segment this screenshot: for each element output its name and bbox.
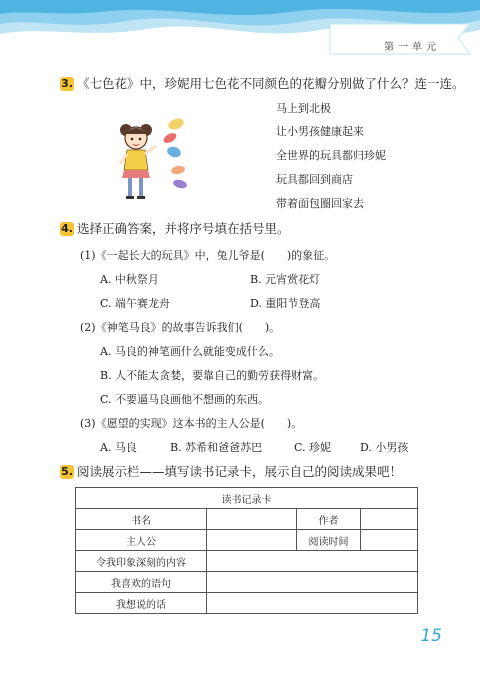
protagonist-field[interactable] [207, 530, 297, 551]
reading-time-label: 阅读时间 [297, 530, 361, 551]
question-3-text: 《七色花》中，珍妮用七色花不同颜色的花瓣分别做了什么？连一连。 [77, 76, 465, 91]
question-4-title [60, 219, 290, 237]
phrase-item: 玩具都回到商店 [276, 173, 353, 186]
option-item: A. 马良的神笔画什么就能变成什么。 [100, 345, 280, 358]
question-5-text: 阅读展示栏——填写读书记录卡，展示自己的阅读成果吧！ [77, 464, 403, 479]
question-5-title [60, 462, 402, 480]
phrase-item: 带着面包圈回家去 [276, 197, 364, 210]
book-name-field[interactable] [207, 509, 297, 530]
want-to-say-label: 我想说的话 [76, 593, 207, 614]
question-4-text: 选择正确答案，并将序号填在括号里。 [77, 221, 290, 236]
author-field[interactable] [361, 509, 418, 530]
question-3-number: 3. [61, 77, 73, 90]
girl-with-flower-illustration [112, 112, 202, 202]
option-item: B. 人不能太贪婪，要靠自己的勤劳获得财富。 [100, 369, 325, 382]
sub-question-1: (1)《一起长大的玩具》中，兔儿爷是( )的象征。 [80, 249, 336, 262]
phrase-item: 马上到北极 [276, 102, 331, 115]
want-to-say-field[interactable] [207, 593, 418, 614]
card-title: 读书记录卡 [76, 488, 418, 509]
protagonist-label: 主人公 [76, 530, 207, 551]
option-item: A. 中秋祭月 [100, 273, 159, 286]
page-number: 15 [420, 626, 442, 646]
book-name-label: 书名 [76, 509, 207, 530]
question-4-number: 4. [61, 222, 73, 235]
phrase-item: 全世界的玩具都归珍妮 [276, 149, 386, 162]
sub-question-3: (3)《愿望的实现》这本书的主人公是( )。 [80, 417, 303, 430]
question-3-title [60, 74, 465, 92]
impressive-content-field[interactable] [207, 551, 418, 572]
unit-label: 第一单元 [384, 42, 440, 53]
reading-time-field[interactable] [361, 530, 418, 551]
option-item: B. 元宵赏花灯 [250, 273, 321, 286]
option-item: C. 不要逼马良画他不想画的东西。 [100, 393, 270, 406]
option-item: A. 马良 [100, 441, 137, 454]
option-item: C. 端午赛龙舟 [100, 297, 171, 310]
author-label: 作者 [297, 509, 361, 530]
option-item: C. 珍妮 [294, 441, 332, 454]
option-item: B. 苏希和爸爸苏巴 [170, 441, 263, 454]
favorite-sentence-label: 我喜欢的语句 [76, 572, 207, 593]
favorite-sentence-field[interactable] [207, 572, 418, 593]
phrase-item: 让小男孩健康起来 [276, 125, 364, 138]
impressive-content-label: 令我印象深刻的内容 [76, 551, 207, 572]
option-item: D. 重阳节登高 [250, 297, 321, 310]
reading-record-card [75, 487, 418, 614]
question-5-number: 5. [61, 465, 73, 478]
sub-question-2: (2)《神笔马良》的故事告诉我们( )。 [80, 321, 281, 334]
option-item: D. 小男孩 [360, 441, 409, 454]
